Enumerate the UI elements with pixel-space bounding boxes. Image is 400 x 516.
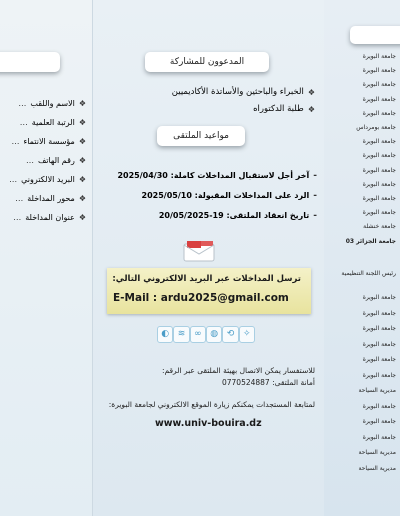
left-header-pill (0, 52, 60, 72)
info-item-phone: ❖ رقم الهاتف … (25, 155, 86, 165)
invited-item: ❖ طلبة الدكتوراه (253, 104, 315, 114)
wifi-icon: ≋ (173, 326, 189, 343)
secretariat-line: أمانة الملتقى: 0770524887 (221, 378, 315, 387)
organizer-member: مديرية السياحة (358, 387, 396, 394)
organizer-member: جامعة البويرة (362, 294, 396, 301)
email-box (107, 268, 311, 314)
contact-line: للاستفسار يمكن الاتصال بهيئة الملتقى عبر الرقم: (161, 366, 315, 375)
link-icon: ∞ (190, 326, 206, 343)
committee-member: جامعة بومرداس (356, 124, 396, 132)
committee-member: جامعة البويرة (362, 195, 396, 203)
diamond-icon: ❖ (78, 212, 86, 222)
envelope-icon (183, 240, 217, 264)
committee-member: جامعة البويرة (362, 67, 396, 75)
organizing-committee-head: رئيس اللجنة التنظيمية (341, 270, 396, 277)
organizer-member: جامعة البويرة (362, 433, 396, 441)
diamond-icon: ❖ (78, 155, 86, 165)
diamond-icon: ❖ (307, 104, 315, 114)
organizer-member: جامعة البويرة (362, 340, 396, 348)
chat-icon: ◍ (206, 326, 222, 343)
committee-member: جامعة البويرة (362, 180, 396, 188)
committee-member: جامعة الجزائر 03 (345, 237, 396, 245)
organizing-committee-list (358, 290, 396, 476)
date-item-response: - الرد على المداخلات المقبولة: 2025/05/10 (141, 191, 317, 201)
committee-member: جامعة البويرة (362, 138, 396, 146)
organizer-member: جامعة البويرة (362, 325, 396, 332)
committee-member: جامعة البويرة (362, 166, 396, 174)
email-instruction: ترسل المداخلات عبر البريد الالكتروني التالي: (112, 274, 301, 284)
diamond-icon: ❖ (78, 193, 86, 203)
share-icon: ✧ (239, 326, 255, 343)
organizer-member: مديرية السياحة (358, 464, 396, 472)
dates-list (117, 166, 317, 226)
diamond-icon: ❖ (78, 98, 86, 108)
committee-member: جامعة البويرة (362, 81, 396, 89)
committee-member: جامعة البويرة (362, 95, 396, 103)
sync-icon: ⟲ (222, 326, 238, 343)
info-item-title: ❖ عنوان المداخلة … (13, 212, 86, 222)
committee-member: جامعة خنشلة (363, 223, 396, 231)
info-item-rank: ❖ الرتبة العلمية … (19, 117, 86, 127)
website-url[interactable]: www.univ-bouira.dz (155, 418, 262, 429)
committee-member: جامعة البويرة (362, 109, 396, 117)
diamond-icon: ❖ (78, 136, 86, 146)
info-item-axis: ❖ محور المداخلة … (15, 193, 86, 203)
diamond-icon: ❖ (78, 117, 86, 127)
organizer-member: مديرية السياحة (358, 449, 396, 456)
scientific-committee-list (346, 50, 396, 249)
center-panel (92, 0, 326, 516)
organizer-member: جامعة البويرة (362, 418, 396, 425)
info-item-email: ❖ البريد الالكتروني … (9, 174, 86, 184)
email-address: E-Mail : ardu2025@gmail.com (113, 292, 289, 304)
invited-title: المدعوون للمشاركة (145, 52, 269, 72)
invited-list (172, 84, 315, 118)
diamond-icon: ❖ (307, 87, 315, 97)
info-item-name: ❖ الاسم واللقب … (18, 98, 86, 108)
organizer-member: جامعة البويرة (362, 371, 396, 379)
right-header-pill (350, 26, 400, 44)
diamond-icon: ❖ (78, 174, 86, 184)
website-instruction: لمتابعة المستجدات يمكنكم زيارة الموقع الالكتروني لجامعة البويرة: (108, 400, 315, 409)
participant-info-list (9, 94, 86, 227)
date-item-deadline: - آخر أجل لاستقبال المداخلات كاملة: 2025/04/30 (117, 171, 317, 181)
info-item-institution: ❖ مؤسسة الانتماء … (11, 136, 86, 146)
committee-member: جامعة البويرة (362, 209, 396, 217)
dates-title: مواعيد الملتقى (157, 126, 245, 146)
invited-item: ❖ الخبراء والباحثين والأساتذة الأكاديميين (171, 87, 315, 97)
right-panel (324, 0, 400, 516)
left-panel (0, 0, 92, 516)
date-item-event: - تاريخ انعقاد الملتقى: 19-20/05/2025 (158, 211, 317, 221)
organizer-member: جامعة البويرة (362, 402, 396, 410)
organizer-member: جامعة البويرة (362, 356, 396, 363)
organizer-member: جامعة البويرة (362, 309, 396, 317)
mouse-icon: ◐ (157, 326, 173, 343)
committee-member: جامعة البويرة (362, 53, 396, 60)
committee-member: جامعة البويرة (362, 152, 396, 160)
contact-icons-row (157, 326, 255, 344)
